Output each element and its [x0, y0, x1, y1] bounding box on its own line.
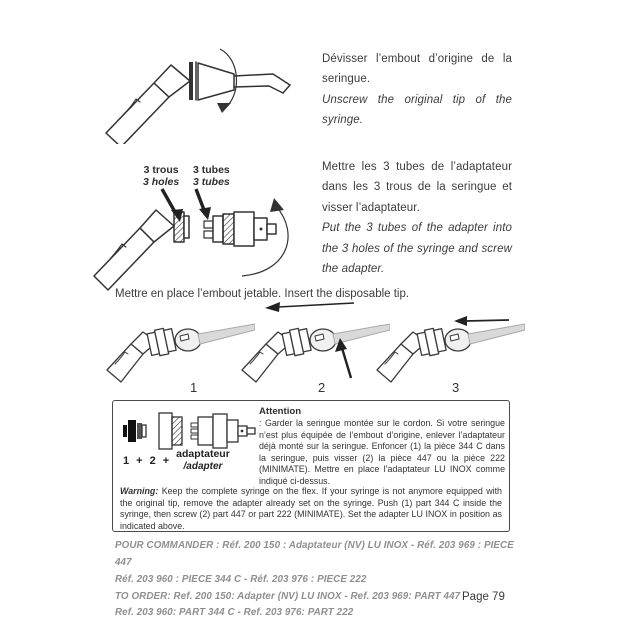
step3-text-en: Insert the disposable tip.	[284, 288, 410, 300]
callout-3-holes: 3 trous 3 holes	[143, 164, 180, 189]
holes-pointer-arrow-icon	[162, 189, 183, 222]
adapter-label: adaptateur /adapter	[176, 448, 230, 473]
page-number: Page 79	[462, 591, 505, 603]
attention-title: Attention	[259, 406, 302, 417]
figure-adapter-assembly	[92, 188, 312, 292]
figure-insert-tip-1	[105, 312, 255, 384]
figure-unscrew-tip	[103, 42, 321, 144]
step1-text-en: Unscrew the original tip of the syringe.	[322, 93, 512, 127]
figure-label-3: 3	[452, 380, 460, 395]
part-2-label: 2	[149, 454, 156, 467]
figure-label-1: 1	[190, 380, 198, 395]
attention-text-en: Warning: Keep the complete syringe on the flex. If your syringe is not anymore equipped with the original tip, remove the adapter already set on the syringe. Push (1) part 344 C inside the syringe, then screw (2) part 447 or part 222 (MINIMATE). Set the adapter LU INOX in position as indicated above.	[120, 486, 502, 531]
tubes-pointer-arrow-icon	[196, 189, 211, 220]
ordering-line: TO ORDER: Ref. 200 150: Adapter (NV) LU INOX - Ref. 203 969: PART 447	[115, 590, 461, 602]
callout-3-tubes: 3 tubes 3 tubes	[193, 164, 230, 189]
step1-text-fr: Dévisser l’embout d’origine de la seringue.	[322, 53, 512, 86]
insert-direction-arrow-2-icon	[334, 338, 356, 380]
adapter-parts-diagram	[119, 409, 259, 453]
step2-text-en: Put the 3 tubes of the adapter into the 3 holes of the syringe and screw the adapter.	[322, 222, 512, 276]
attention-box	[112, 400, 510, 532]
ordering-info	[115, 538, 517, 620]
step3-text-fr: Mettre en place l’embout jetable.	[115, 288, 282, 300]
figure-insert-tip-2	[240, 312, 390, 384]
attention-text-fr: : Garder la seringue montée sur le cordon. Si votre seringue n’est plus équipée de l’embout d’origine, enlever l’adaptateur déjà monté sur la seringue. Enfoncer (1) la pièce 344 C dans la seringue, puis visser (2) la pièce 447 ou la pièce 222 (MINIMATE). Mettre en place l’adaptateur LU INOX comme indiqué ci-dessus.	[259, 418, 505, 486]
ordering-line: Ref. 203 960: PART 344 C - Ref. 203 976: PART 222	[115, 607, 354, 619]
warning-label: Warning:	[120, 486, 159, 496]
step2-text	[322, 157, 512, 280]
parts-formula	[123, 448, 263, 474]
insert-direction-arrow-1-icon	[262, 299, 358, 313]
figure-label-2: 2	[318, 380, 326, 395]
plus-sign: +	[162, 454, 170, 467]
insert-direction-arrow-3-icon	[452, 315, 512, 327]
plus-sign: +	[136, 454, 143, 467]
step1-text	[322, 49, 512, 131]
ordering-line: POUR COMMANDER : Réf. 200 150 : Adaptateur (NV) LU INOX - Réf. 203 969 : PIECE 447	[115, 540, 514, 568]
step2-text-fr: Mettre les 3 tubes de l’adaptateur dans les 3 trous de la seringue et visser l’adaptateur.	[322, 161, 512, 214]
part-1-label: 1	[123, 454, 130, 467]
ordering-line: Réf. 203 960 : PIECE 344 C - Réf. 203 976 : PIECE 222	[115, 573, 367, 585]
